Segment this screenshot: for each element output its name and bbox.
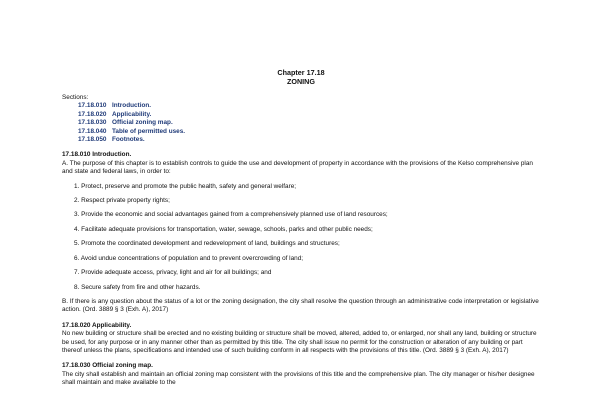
toc-link-table-of-permitted-uses[interactable] bbox=[78, 128, 540, 136]
introduction-paragraph-a: A. The purpose of this chapter is to establish controls to guide the use and development of property in accordance with the provisions of the Kelso comprehensive plan and state and federal laws, in order to: bbox=[62, 159, 533, 176]
sections-label: Sections: bbox=[62, 94, 89, 101]
section-heading-applicability: 17.18.020 Applicability. bbox=[62, 321, 132, 329]
document-page bbox=[62, 68, 540, 388]
purpose-item: 5. Promote the coordinated development and redevelopment of land, buildings and structures; bbox=[74, 240, 340, 248]
chapter-title: ZONING bbox=[287, 77, 315, 86]
chapter-number: Chapter 17.18 bbox=[277, 68, 325, 77]
toc-number: 17.18.040 bbox=[78, 127, 107, 135]
toc-title: Introduction. bbox=[112, 102, 152, 110]
chapter-header bbox=[62, 68, 540, 86]
purpose-item: 7. Provide adequate access, privacy, light and air for all buildings; and bbox=[74, 269, 272, 277]
toc-link-introduction[interactable] bbox=[78, 102, 540, 110]
toc-number: 17.18.020 bbox=[78, 110, 107, 118]
sections-list bbox=[78, 102, 540, 144]
purpose-item: 1. Protect, preserve and promote the public health, safety and general welfare; bbox=[74, 182, 297, 190]
toc-number: 17.18.010 bbox=[78, 102, 107, 110]
toc-link-footnotes[interactable] bbox=[78, 136, 540, 144]
purpose-item: 6. Avoid undue concentrations of population and to prevent overcrowding of land; bbox=[74, 254, 304, 262]
section-heading-introduction: 17.18.010 Introduction. bbox=[62, 151, 132, 159]
section-heading-official-zoning-map: 17.18.030 Official zoning map. bbox=[62, 362, 153, 370]
toc-title: Official zoning map. bbox=[112, 119, 173, 127]
toc-title: Applicability. bbox=[112, 110, 152, 118]
applicability-paragraph: No new building or structure shall be erected and no existing building or structure shall be moved, altered, added to, or enlarged, nor shall any land, building or structure be used, for any purpose or in any manner other than as permitted by this title. The city shall issue no permit for the construction or alteration of any building or part thereof unless the plans, specifications and intended use of such building conform in all respects with the provisions of this title. (Ord. 3889 § 3 (Exh. A), 2017) bbox=[62, 330, 537, 354]
purpose-item: 4. Facilitate adequate provisions for transportation, water, sewage, schools, parks and other public needs; bbox=[74, 225, 373, 233]
purpose-item: 8. Secure safety from fire and other hazards. bbox=[74, 283, 201, 291]
toc-link-official-zoning-map[interactable] bbox=[78, 119, 540, 127]
official-zoning-map-paragraph: The city shall establish and maintain an official zoning map consistent with the provisions of this title and the comprehensive plan. The city manager or his/her designee shall maintain and make available to the bbox=[62, 370, 535, 387]
purpose-item: 3. Provide the economic and social advantages gained from a comprehensively planned use of land resources; bbox=[74, 211, 388, 219]
toc-number: 17.18.050 bbox=[78, 136, 107, 144]
introduction-paragraph-b: B. If there is any question about the status of a lot or the zoning designation, the city shall resolve the question through an administrative code interpretation or legislative action. (Ord. 3889 § 3 (Exh. A), 2017) bbox=[62, 297, 539, 314]
toc-link-applicability[interactable] bbox=[78, 111, 540, 119]
purpose-item: 2. Respect private property rights; bbox=[74, 197, 170, 205]
toc-title: Table of permitted uses. bbox=[112, 127, 186, 135]
toc-number: 17.18.030 bbox=[78, 119, 107, 127]
toc-title: Footnotes. bbox=[112, 136, 145, 144]
